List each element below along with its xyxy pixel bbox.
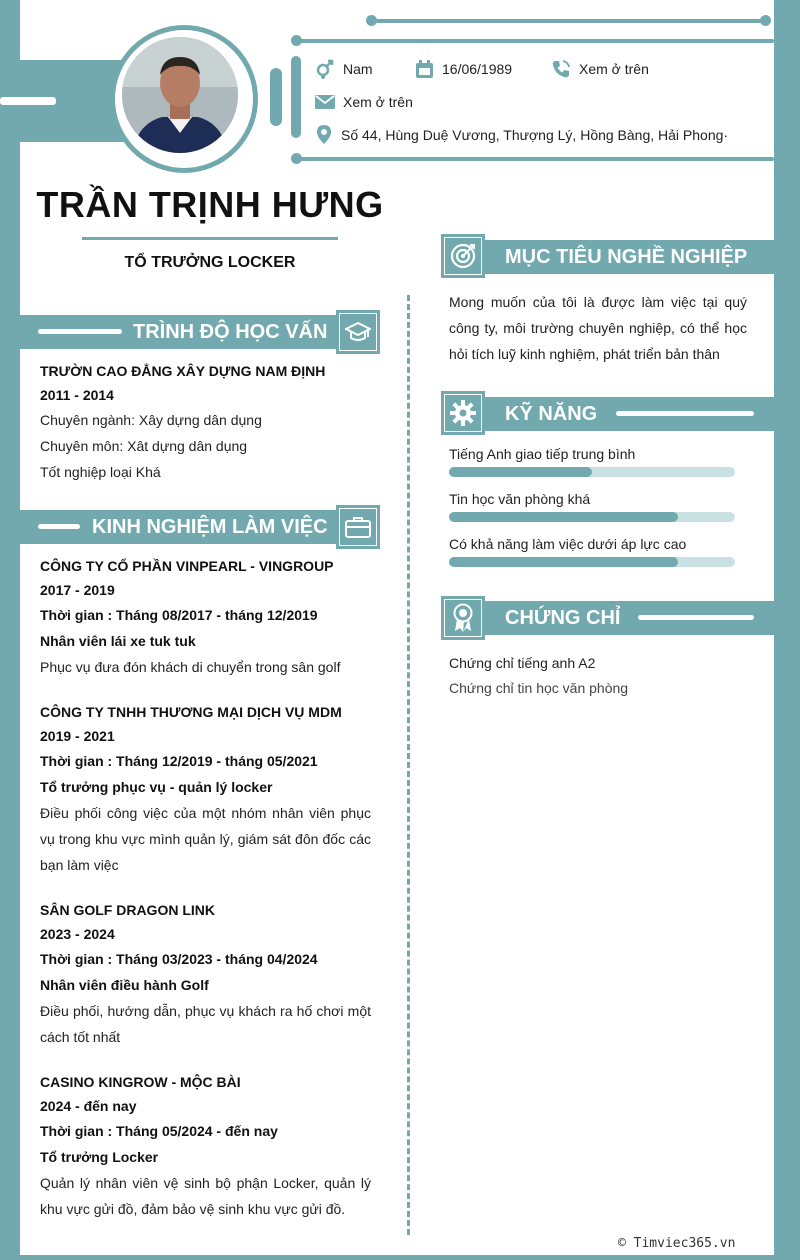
- job-years: 2023 - 2024: [40, 926, 115, 942]
- phone-icon: [551, 59, 571, 79]
- skill-label: Tiếng Anh giao tiếp trung bình: [449, 446, 636, 462]
- header-line-dot: [760, 15, 771, 26]
- gear-icon: [449, 399, 477, 427]
- education-years: 2011 - 2014: [40, 387, 114, 403]
- job-title: TỔ TRƯỞNG LOCKER: [124, 254, 296, 271]
- education-grade: Tốt nghiệp loại Khá: [40, 464, 161, 480]
- objective-text: Mong muốn của tôi là được làm việc tại quý công ty, môi trường chuyên nghiệp, có thể học hỏi tích luỹ kinh nghiệm, phát triển bản thân: [449, 294, 747, 362]
- job-years: 2019 - 2021: [40, 728, 115, 744]
- candidate-name: TRẦN TRỊNH HƯNG: [36, 184, 384, 225]
- certificate-item: Chứng chỉ tin học văn phòng: [449, 680, 629, 696]
- heading-accent-line: [638, 615, 754, 620]
- gender-info: [315, 58, 373, 80]
- calendar-icon: [415, 60, 434, 79]
- address-info: [315, 124, 728, 146]
- heading-accent-line: [38, 329, 122, 334]
- avatar: [122, 37, 238, 153]
- education-major: Chuyên ngành: Xây dựng dân dụng: [40, 412, 262, 428]
- gender-icon: [315, 59, 335, 79]
- job-time: Thời gian : Tháng 03/2023 - tháng 04/2024: [40, 951, 318, 967]
- experience-heading: KINH NGHIỆM LÀM VIỆC: [92, 515, 328, 538]
- header-vertical-bar: [270, 68, 282, 126]
- header-left-accent: [0, 97, 56, 105]
- job-role: Nhân viên điều hành Golf: [40, 977, 209, 993]
- graduation-cap-icon: [345, 321, 371, 343]
- job-years: 2017 - 2019: [40, 582, 115, 598]
- email-info: [315, 91, 413, 113]
- skill-level: [449, 557, 678, 567]
- objective-heading-bar: [480, 240, 774, 274]
- skills-heading-bar: [480, 397, 774, 431]
- address-value: Số 44, Hùng Duệ Vương, Thượng Lý, Hồng Bàng, Hải Phong·: [341, 127, 729, 143]
- header-line-dot: [291, 153, 302, 164]
- skill-level: [449, 467, 592, 477]
- skill-track: [449, 557, 735, 567]
- job-company: CÔNG TY TNHH THƯƠNG MẠI DỊCH VỤ MDM: [40, 704, 342, 720]
- header-line-lower: [297, 157, 774, 161]
- header-line-dot: [291, 35, 302, 46]
- header-line-upper: [297, 39, 774, 43]
- skill-level: [449, 512, 678, 522]
- experience-icon-box: [336, 505, 380, 549]
- job-time: Thời gian : Tháng 12/2019 - tháng 05/2021: [40, 753, 318, 769]
- skills-icon-box: [441, 391, 485, 435]
- gender-value: Nam: [343, 61, 373, 77]
- job-description: Phục vụ đưa đón khách di chuyển trong sân golf: [40, 659, 341, 675]
- job-role: Nhân viên lái xe tuk tuk: [40, 633, 196, 649]
- email-value: Xem ở trên: [343, 94, 413, 110]
- header-vertical-bar-2: [291, 56, 301, 138]
- header-line-dot: [366, 15, 377, 26]
- envelope-icon: [315, 94, 335, 110]
- job-role: Tổ trưởng Locker: [40, 1149, 159, 1165]
- skill-label: Tin học văn phòng khá: [449, 491, 591, 507]
- skill-label: Có khả năng làm việc dưới áp lực cao: [449, 536, 687, 552]
- skills-heading: KỸ NĂNG: [505, 402, 598, 425]
- column-divider: [407, 295, 410, 1235]
- watermark: © Timviec365.vn: [618, 1236, 736, 1251]
- award-medal-icon: [451, 603, 475, 633]
- skill-track: [449, 467, 735, 477]
- experience-heading-bar: [20, 510, 340, 544]
- job-description: Điều phối, hướng dẫn, phục vụ khách ra hố chơi một cách tốt nhất: [40, 1003, 371, 1045]
- skill-track: [449, 512, 735, 522]
- heading-accent-line: [616, 411, 754, 416]
- education-specialty: Chuyên môn: Xât dựng dân dụng: [40, 438, 248, 454]
- phone-info: [551, 58, 649, 80]
- certificate-item: Chứng chỉ tiếng anh A2: [449, 655, 596, 671]
- education-icon-box: [336, 310, 380, 354]
- certificates-heading: CHỨNG CHỈ: [505, 606, 621, 629]
- birthday-info: [415, 58, 512, 80]
- name-underline: [82, 237, 338, 240]
- objective-icon-box: [441, 234, 485, 278]
- objective-heading: MỤC TIÊU NGHỀ NGHIỆP: [505, 245, 748, 268]
- education-school: TRƯỜN CAO ĐẲNG XÂY DỰNG NAM ĐỊNH: [40, 363, 326, 379]
- job-years: 2024 - đến nay: [40, 1098, 137, 1114]
- job-description: Quản lý nhân viên vệ sinh bộ phận Locker, quản lý khu vực gửi đồ, đảm bảo vệ sinh khu vực gửi đồ.: [40, 1175, 371, 1217]
- briefcase-icon: [345, 516, 371, 538]
- heading-accent-line: [38, 524, 80, 529]
- job-time: Thời gian : Tháng 08/2017 - tháng 12/2019: [40, 607, 318, 623]
- job-role: Tổ trưởng phục vụ - quản lý locker: [40, 779, 273, 795]
- education-heading-bar: [20, 315, 340, 349]
- birthday-value: 16/06/1989: [442, 61, 513, 77]
- location-pin-icon: [315, 125, 333, 145]
- target-icon: [449, 242, 477, 270]
- job-time: Thời gian : Tháng 05/2024 - đến nay: [40, 1123, 278, 1139]
- job-company: SÂN GOLF DRAGON LINK: [40, 902, 215, 918]
- header-line-top: [372, 19, 767, 23]
- certificates-heading-bar: [480, 601, 774, 635]
- job-company: CÔNG TY CỔ PHẦN VINPEARL - VINGROUP: [40, 558, 334, 574]
- certificates-icon-box: [441, 596, 485, 640]
- job-company: CASINO KINGROW - MỘC BÀI: [40, 1074, 241, 1090]
- phone-value: Xem ở trên: [579, 61, 649, 77]
- job-description: Điều phối công việc của một nhóm nhân viên phục vụ trong khu vực mình quản lý, giám sát đôn đốc các bạn làm việc: [40, 805, 371, 873]
- education-heading: TRÌNH ĐỘ HỌC VẤN: [133, 320, 328, 343]
